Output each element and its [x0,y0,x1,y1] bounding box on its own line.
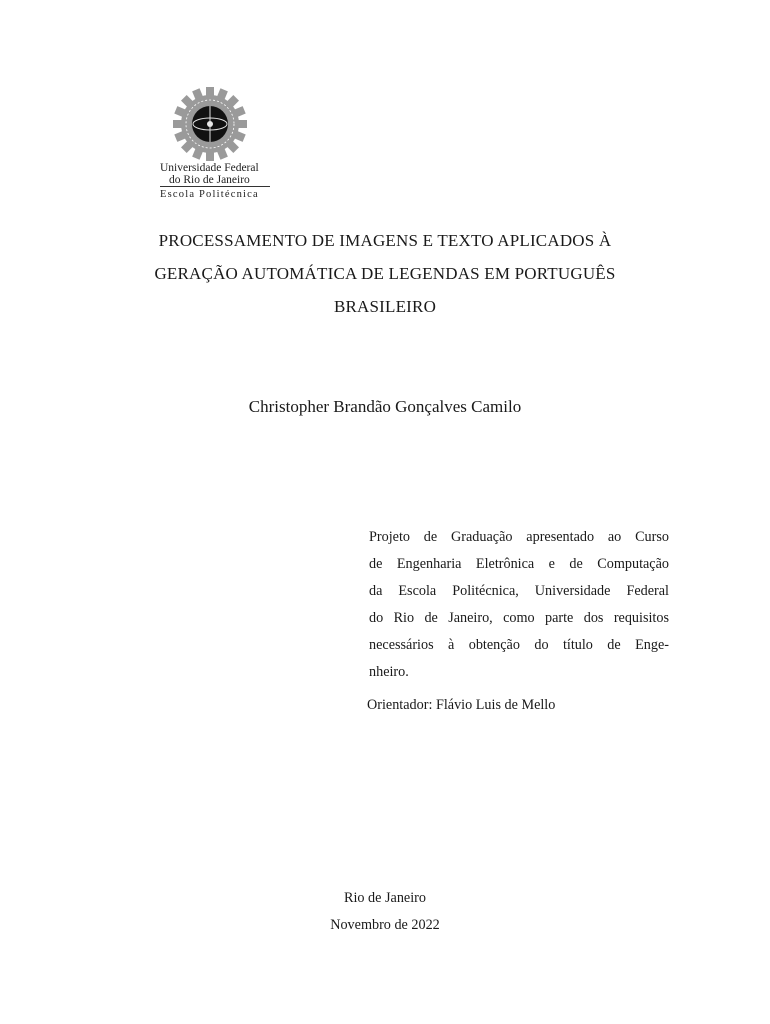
statement-line: necessários à obtenção do título de Enge- [369,637,669,653]
statement-line: da Escola Politécnica, Universidade Federal [369,583,669,599]
place: Rio de Janeiro [344,890,426,906]
university-logo [150,86,280,204]
thesis-title-line3: BRASILEIRO [333,297,437,316]
logo-institution-line1: Universidade Federal [160,162,259,174]
submission-statement [369,524,669,686]
author-name: Christopher Brandão Gonçalves Camilo [248,397,522,416]
logo-school-name: Escola Politécnica [160,189,259,200]
gear-seal-icon [172,86,248,162]
statement-line: Projeto de Graduação apresentado ao Curso [369,529,669,545]
advisor-name: Orientador: Flávio Luis de Mello [367,697,556,713]
logo-institution-line2: do Rio de Janeiro [169,174,250,186]
thesis-title-line2: GERAÇÃO AUTOMÁTICA DE LEGENDAS EM PORTUGUÊS [154,264,616,283]
logo-divider [160,186,270,187]
statement-line: de Engenharia Eletrônica e de Computação [369,556,669,572]
date: Novembro de 2022 [330,917,440,933]
thesis-title-line1: PROCESSAMENTO DE IMAGENS E TEXTO APLICADOS À [158,231,612,250]
statement-line: do Rio de Janeiro, como parte dos requisitos [369,610,669,626]
statement-line: nheiro. [369,664,409,680]
